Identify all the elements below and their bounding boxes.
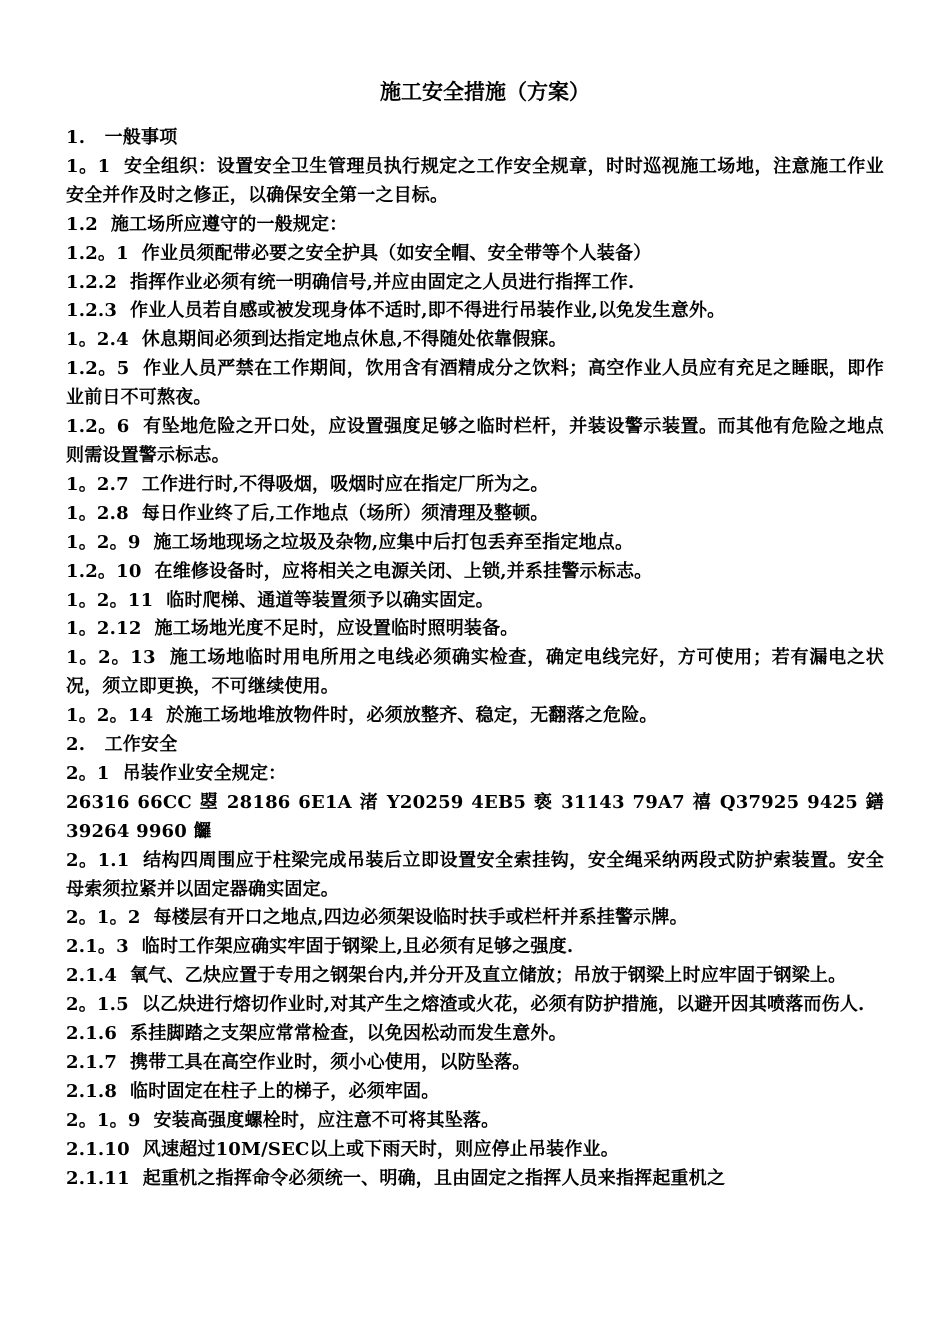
paragraph: 1。2.4 休息期间必须到达指定地点休息,不得随处依靠假寐。 [66,329,567,351]
paragraph: 1。2.7 工作进行时,不得吸烟，吸烟时应在指定厂所为之。 [66,473,549,495]
paragraph: 1.2 施工场所应遵守的一般规定： [66,213,348,235]
paragraph: 2.1。3 临时工作架应确实牢固于钢梁上,且必须有足够之强度. [66,936,574,958]
paragraph: 1.2.3 作业人员若自感或被发现身体不适时,即不得进行吊装作业,以免发生意外。 [66,300,726,322]
paragraph: 26316 66CC 曌 28186 6E1A 渚 Y20259 4EB5 亵 31143 79A7 禧 Q37925 9425 鐥 39264 9960 饠 [66,791,891,842]
paragraph: 1。2。11 临时爬梯、通道等装置须予以确实固定。 [66,589,494,611]
paragraph: 2。1.5 以乙炔进行熔切作业时,对其产生之熔渣或火花，必须有防护措施，以避开因其喷落而伤人. [66,994,865,1016]
paragraph: 2.1.11 起重机之指挥命令必须统一、明确，且由固定之指挥人员来指挥起重机之 [66,1167,726,1189]
paragraph: 2. 工作安全 [66,734,178,756]
paragraph: 1.2.2 指挥作业必须有统一明确信号,并应由固定之人员进行指挥工作. [66,271,635,293]
paragraph: 1。2.12 施工场地光度不足时，应设置临时照明装备。 [66,618,519,640]
document-title: 施工安全措施（方案） [380,79,590,104]
paragraph: 2。1。9 安装高强度螺栓时，应注意不可将其坠落。 [66,1109,500,1131]
paragraph: 1。1 安全组织：设置安全卫生管理员执行规定之工作安全规章，时时巡视施工场地，注意施工作业安全并作及时之修正，以确保安全第一之目标。 [66,155,884,206]
paragraph: 1。2。14 於施工场地堆放物件时，必须放整齐、稳定，无翻落之危险。 [66,705,658,727]
paragraph: 2.1.10 风速超过10M/SEC以上或下雨天时，则应停止吊装作业。 [66,1138,619,1160]
paragraph: 2.1.7 携带工具在高空作业时，须小心使用，以防坠落。 [66,1052,531,1073]
paragraph: 1.2。6 有坠地危险之开口处，应设置强度足够之临时栏杆，并装设警示装置。而其他有危险之地点则需设置警示标志。 [66,416,884,466]
paragraph: 1.2。5 作业人员严禁在工作期间，饮用含有酒精成分之饮料；高空作业人员应有充足之睡眠，即作业前日不可熬夜。 [66,358,884,409]
paragraph: 1.2。1 作业员须配带必要之安全护具（如安全帽、安全带等个人装备） [66,242,652,264]
paragraph: 2.1.4 氧气、乙炔应置于专用之钢架台内,并分开及直立储放；吊放于钢梁上时应牢固于钢梁上。 [66,965,847,987]
document-body [66,124,891,1194]
paragraph: 1. 一般事项 [66,127,178,148]
paragraph: 2。1。2 每楼层有开口之地点,四边必须架设临时扶手或栏杆并系挂警示牌。 [66,907,688,929]
paragraph: 1.2。10 在维修设备时，应将相关之电源关闭、上锁,并系挂警示标志。 [66,560,653,582]
paragraph: 2。1 吊装作业安全规定： [66,762,287,784]
paragraph: 1。2。13 施工场地临时用电所用之电线必须确实检查，确定电线完好，方可使用；若有漏电之状况，须立即更换，不可继续使用。 [66,647,884,698]
paragraph: 2。1.1 结构四周围应于柱梁完成吊装后立即设置安全索挂钩，安全绳采纳两段式防护索装置。安全母索须拉紧并以固定器确实固定。 [66,849,884,900]
paragraph: 1。2.8 每日作业终了后,工作地点（场所）须清理及整顿。 [66,502,549,524]
paragraph: 2.1.8 临时固定在柱子上的梯子，必须牢固。 [66,1080,440,1102]
paragraph: 2.1.6 系挂脚踏之支架应常常检查，以免因松动而发生意外。 [66,1023,567,1045]
paragraph: 1。2。9 施工场地现场之垃圾及杂物,应集中后打包丢弃至指定地点。 [66,531,634,553]
